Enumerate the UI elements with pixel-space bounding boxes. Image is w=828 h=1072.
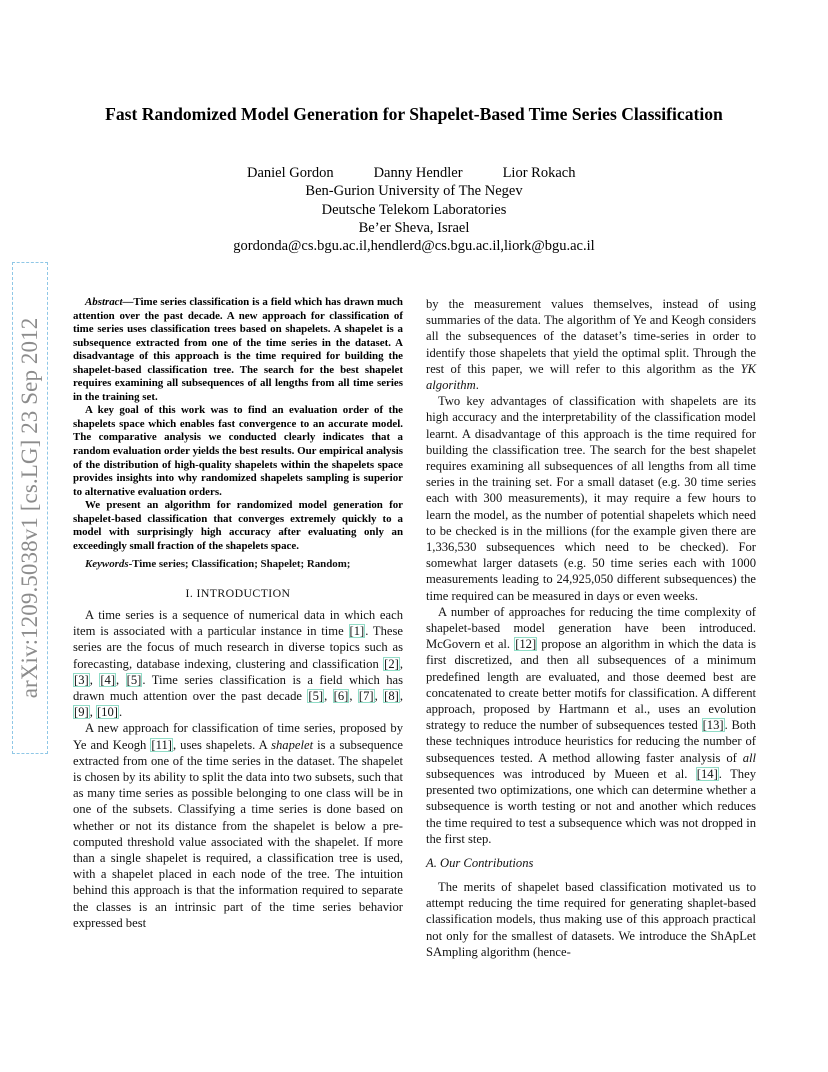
- location: Be’er Sheva, Israel: [358, 220, 470, 236]
- keywords: Keywords-Time series; Classification; Shapelet; Random;: [85, 558, 351, 571]
- citation-link[interactable]: [12]: [515, 637, 537, 652]
- body-paragraph: A time series is a sequence of numerical data in which each item is associated with a particular instance in time [1]. These series are the focus of much research in diverse topics such as forecasting, database indexing, clustering and classification [2], [3], [4], [5]. Time series classification is a field which has drawn much attention over the past decade [5], [6], [7], [8], [9], [10].: [73, 607, 404, 720]
- author-list: [247, 165, 575, 182]
- arxiv-identifier[interactable]: arXiv:1209.5038v1 [cs.LG] 23 Sep 2012: [17, 317, 42, 699]
- citation-link[interactable]: [6]: [333, 688, 349, 703]
- author-emails: gordonda@cs.bgu.ac.il,hendlerd@cs.bgu.ac.il,liork@bgu.ac.il: [233, 238, 595, 254]
- abstract-label: Abstract: [85, 296, 123, 308]
- body-paragraph: Two key advantages of classification with shapelets are its high accuracy and the interpretability of the classification model learnt. A disadvantage of this approach is the time required for building the classification tree. The search for the best shapelet requires examining all subsequences of all lengths from all time series in the training set. For a small dataset (e.g. 30 time series each with 300 measurements), it may require a few hours to learn the model, as the number of potential shapelets which need to be checked is in the millions (for the example given there are 1,336,530 subsequences which need to be checked). For somewhat larger datasets (e.g. 50 time series each with 1000 measurements leading to 24,925,050 different subsequences) the time required can be measured in days or even weeks.: [426, 394, 756, 603]
- citation-link[interactable]: [8]: [384, 688, 399, 703]
- author-name: Danny Hendler: [373, 165, 463, 181]
- citation-link[interactable]: [2]: [384, 656, 399, 671]
- citation-link[interactable]: [5]: [308, 688, 324, 703]
- abstract-paragraph: Abstract—Time series classification is a field which has drawn much attention over the past decade. A new approach for classification of time series uses classification trees based on shapelets. A shapelet is a subsequence extracted from one of the time series in the dataset. A disadvantage of this approach is the time required for building the shapelet-based classification tree. The search for the best shapelet requires examining all subsequences of all lengths from all time series in the training set.: [73, 296, 403, 403]
- subsection-heading: A. Our Contributions: [426, 855, 534, 870]
- citation-link[interactable]: [3]: [74, 672, 89, 687]
- section-heading: I. INTRODUCTION: [185, 585, 291, 600]
- citation-link[interactable]: [7]: [358, 688, 374, 703]
- citation-link[interactable]: [4]: [100, 672, 116, 687]
- citation-link[interactable]: [10]: [96, 705, 118, 720]
- citation-link[interactable]: [5]: [126, 672, 142, 687]
- author-name: Lior Rokach: [502, 165, 576, 181]
- right-column: [426, 296, 756, 960]
- paper-title: Fast Randomized Model Generation for Shapelet-Based Time Series Classification: [105, 104, 723, 124]
- left-column: [73, 296, 403, 931]
- citation-link[interactable]: [13]: [702, 718, 724, 733]
- affiliation: Deutsche Telekom Laboratories: [321, 202, 507, 218]
- body-paragraph: A number of approaches for reducing the time complexity of shapelet-based model generation have been introduced. McGovern et al. [12] propose an algorithm in which the data is first discretized, and then all subsequences of a minimum predefined length are evaluated, and those deemed best are concatenated to create better motifs for classification. A different approach, proposed by Hartmann et al., uses an evolution strategy to reduce the number of subsequences tested [13]. Both these techniques introduce heuristics for reducing the number of subsequences tested. A method allowing faster analysis of all subsequences was introduced by Mueen et al. [14]. They presented two optimizations, one which can determine whether a subsequence is worth testing or not and another which reduces the time required to test a subsequence which was not dropped in the first step.: [426, 604, 757, 846]
- body-paragraph: by the measurement values themselves, instead of using summaries of the data. The algorithm of Ye and Keogh considers all the subsequences of the dataset’s time-series in order to identify those shapelets that yield the optimal split. Through the rest of this paper, we will refer to this algorithm as the YK algorithm.: [426, 297, 756, 393]
- affiliation: Ben-Gurion University of The Negev: [305, 183, 523, 199]
- author-name: Daniel Gordon: [247, 165, 334, 181]
- abstract-paragraph: A key goal of this work was to find an evaluation order of the shapelets space which enables fast convergence to an accurate model. The comparative analysis we conducted clearly indicates that a random evaluation order yields the best results. Our empirical analysis of the distribution of high-quality shapelets within the shapelets space provides insights into why randomized shapelets sampling is superior to alternative evaluation orders.: [73, 404, 403, 498]
- citation-link[interactable]: [1]: [349, 624, 365, 639]
- citation-link[interactable]: [11]: [151, 737, 172, 752]
- citation-link[interactable]: [14]: [696, 766, 718, 781]
- abstract-paragraph: We present an algorithm for randomized model generation for shapelet-based classification that converges extremely quickly to a model with surprisingly high accuracy after evaluating only an exceedingly small fraction of the shapelets space.: [73, 499, 403, 552]
- citation-link[interactable]: [9]: [74, 705, 89, 720]
- body-paragraph: A new approach for classification of time series, proposed by Ye and Keogh [11], uses shapelets. A shapelet is a subsequence extracted from one of the time series in the dataset. The shapelet is chosen by its ability to split the data into two subsets, such that as many time series as possible belonging to one class will be in one of the subsets. Classifying a time series is done based on whether or not its distance from the shapelet is below a pre-computed threshold value associated with the shapelet. If more than a single shapelet is required, a classification tree is used, with a shapelet placed in each node of the tree. The intuition behind this approach is that the information required to separate the classes is an intrinsic part of the time series behavior expressed best: [73, 721, 403, 930]
- body-paragraph: The merits of shapelet based classification motivated us to attempt reducing the time required for generating shaplet-based classification models, thus making use of this approach practical not only for the smallest of datasets. We introduce the ShApLet SAmpling algorithm (hence-: [426, 879, 756, 959]
